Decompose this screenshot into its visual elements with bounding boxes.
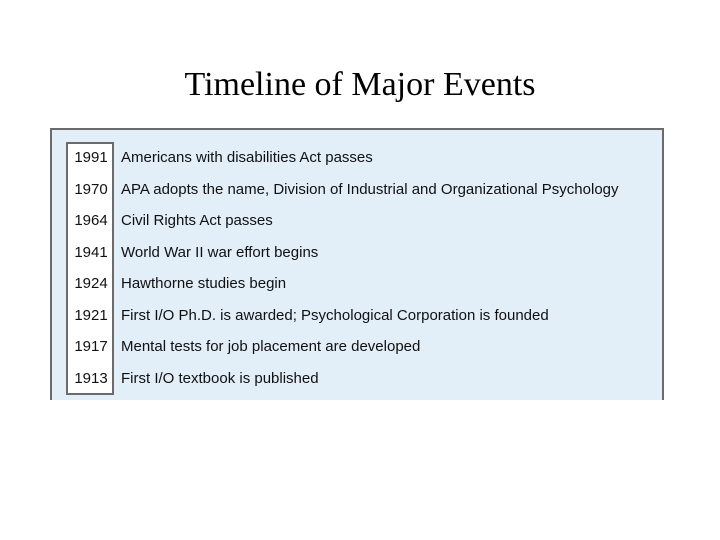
timeline-panel: [50, 128, 664, 400]
timeline-year: 1991: [74, 149, 108, 166]
timeline-year: 1924: [74, 275, 108, 292]
timeline-year: 1921: [74, 306, 108, 324]
timeline-event: World War II war effort begins: [121, 243, 319, 261]
timeline-event: Mental tests for job placement are developed: [121, 338, 421, 355]
timeline-event: APA adopts the name, Division of Industrial and Organizational Psychology: [121, 180, 619, 198]
timeline-year: 1970: [74, 180, 108, 198]
timeline-event: First I/O Ph.D. is awarded; Psychological Corporation is founded: [121, 306, 549, 324]
timeline-year: 1913: [74, 369, 108, 387]
timeline-event: First I/O textbook is published: [121, 369, 319, 387]
timeline-year: 1941: [74, 243, 108, 261]
timeline-year: 1917: [74, 338, 108, 355]
timeline-event: Civil Rights Act passes: [121, 212, 273, 229]
timeline-event: Hawthorne studies begin: [121, 275, 287, 292]
timeline-event: Americans with disabilities Act passes: [121, 149, 373, 166]
slide-title: Timeline of Major Events: [184, 66, 536, 103]
timeline-year: 1964: [74, 212, 108, 229]
